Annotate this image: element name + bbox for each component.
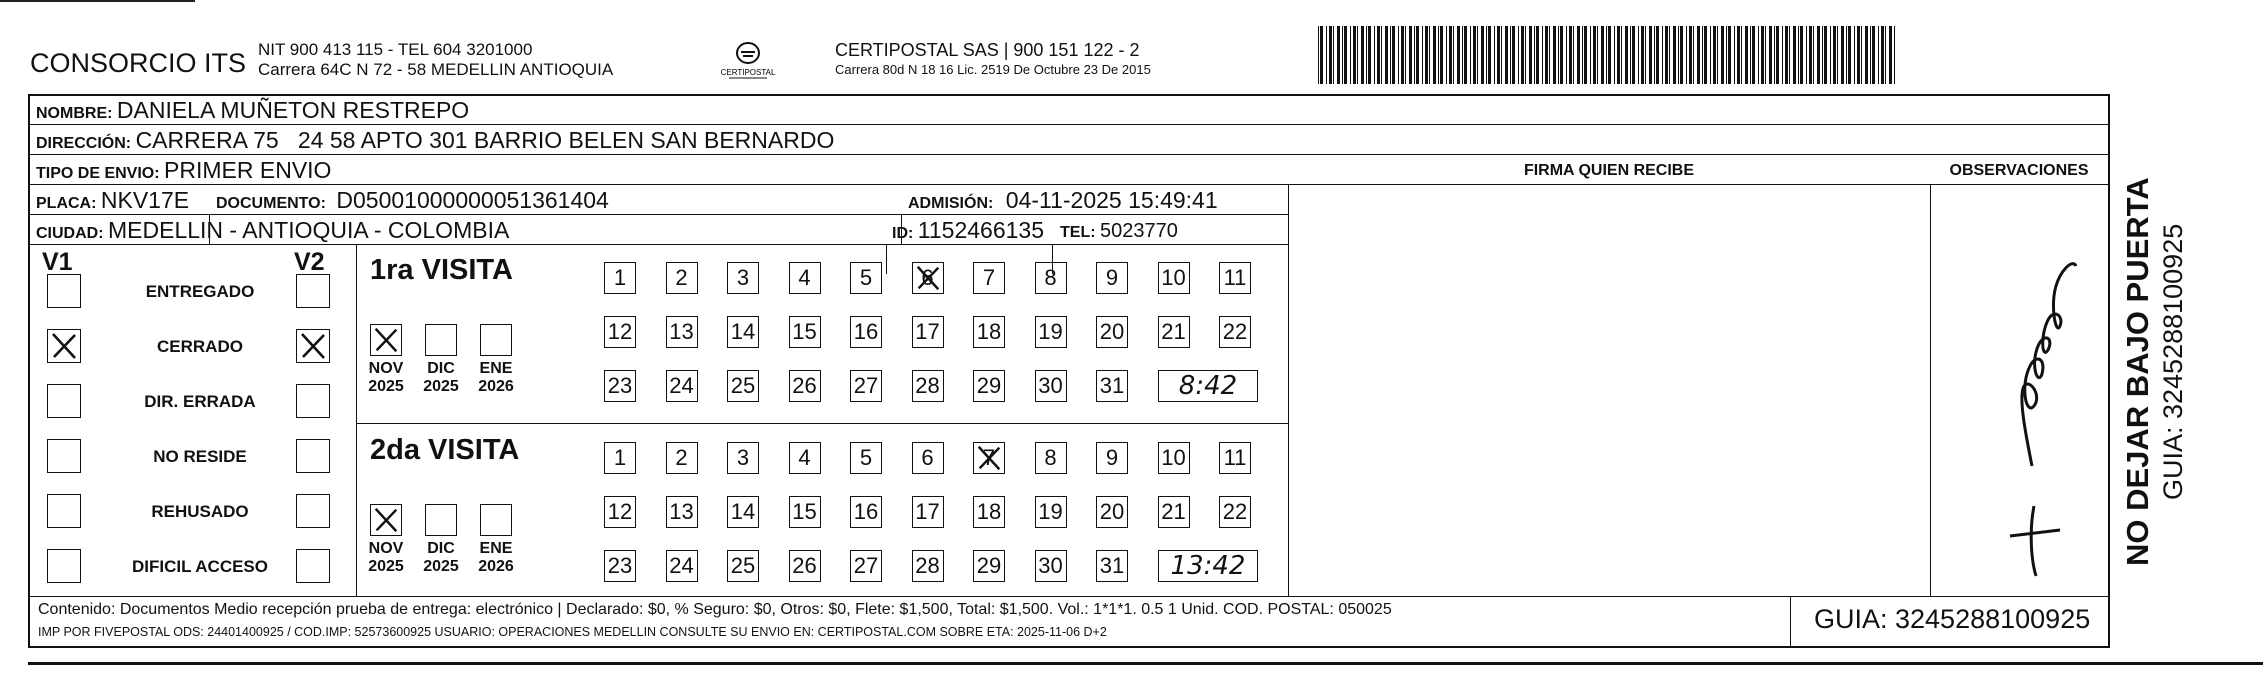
day-number: 24 (669, 553, 694, 578)
day-number: 28 (915, 553, 940, 578)
day-box[interactable] (727, 262, 759, 294)
admision-value: 04-11-2025 15:49:41 (1005, 187, 1218, 213)
status-label: DIFICIL ACCESO (131, 557, 268, 576)
courier-license: Carrera 80d N 18 16 Lic. 2519 De Octubre 23 De 2015 (835, 62, 1151, 77)
day-box[interactable] (1096, 316, 1128, 348)
day-number: 5 (859, 265, 873, 290)
day-number: 7 (982, 265, 996, 290)
month-checkbox[interactable] (480, 504, 512, 536)
day-number: 18 (976, 319, 1002, 344)
day-number: 7 (982, 445, 996, 470)
visit-title: 2da VISITA (370, 434, 520, 466)
status-label: ENTREGADO (145, 282, 255, 301)
day-box[interactable] (1096, 370, 1128, 402)
visit-time-handwritten: 13:42 (1170, 551, 1246, 581)
documento-label: DOCUMENTO: (216, 195, 326, 212)
day-box[interactable] (850, 370, 882, 402)
top-rule (0, 0, 195, 2)
visit-title: 1ra VISITA (370, 254, 513, 286)
day-box[interactable] (850, 442, 882, 474)
day-number: 8 (1044, 265, 1057, 290)
day-box[interactable] (604, 550, 636, 582)
day-number: 19 (1038, 319, 1063, 344)
day-box[interactable] (1219, 442, 1251, 474)
day-box[interactable] (912, 496, 944, 528)
day-box[interactable] (1035, 496, 1067, 528)
day-box[interactable] (604, 370, 636, 402)
day-number: 31 (1099, 373, 1125, 398)
firma-header: FIRMA QUIEN RECIBE (1523, 162, 1695, 179)
day-number: 26 (792, 373, 817, 398)
day-box[interactable] (1096, 262, 1128, 294)
day-box[interactable] (727, 316, 759, 348)
tel-field (1060, 220, 1178, 243)
day-number: 12 (607, 499, 633, 524)
day-box[interactable] (1035, 316, 1067, 348)
month-label: ENE 2026 (470, 360, 522, 396)
day-box[interactable] (666, 550, 698, 582)
day-box[interactable] (1219, 496, 1251, 528)
admision-label: ADMISIÓN: (908, 195, 994, 212)
check-x-icon (974, 443, 1004, 473)
direccion-value: CARRERA 75 24 58 APTO 301 BARRIO BELEN SAN BERNARDO (135, 127, 835, 153)
tel-value: 5023770 (1100, 220, 1178, 242)
status-v2-checkbox[interactable] (296, 494, 330, 528)
day-box[interactable] (1158, 262, 1190, 294)
month-label: NOV 2025 (360, 360, 412, 396)
v1-header: V1 (42, 248, 73, 276)
placa-field (36, 187, 189, 214)
day-number: 9 (1105, 265, 1119, 290)
admision-field (908, 187, 1218, 214)
day-number: 5 (859, 445, 873, 470)
day-number: 11 (1223, 445, 1247, 470)
direccion-row (36, 127, 834, 154)
day-box[interactable] (604, 316, 636, 348)
day-number: 27 (853, 553, 879, 578)
day-number: 8 (1044, 445, 1057, 470)
month-year: 2026 (478, 378, 514, 395)
day-box[interactable] (973, 550, 1005, 582)
day-number: 20 (1099, 319, 1125, 344)
day-number: 1 (613, 265, 627, 290)
placa-label: PLACA: (36, 195, 97, 212)
month-year: 2025 (368, 558, 404, 575)
day-number: 6 (921, 265, 934, 290)
day-box[interactable] (973, 442, 1005, 474)
day-number: 4 (798, 445, 811, 470)
day-box[interactable] (912, 550, 944, 582)
nombre-label: NOMBRE: (36, 105, 113, 122)
day-box[interactable] (912, 442, 944, 474)
day-box[interactable] (1035, 370, 1067, 402)
day-number: 31 (1099, 553, 1125, 578)
footer-guia: GUIA: 3245288100925 (1814, 604, 2091, 634)
nombre-value: DANIELA MUÑETON RESTREPO (116, 97, 470, 123)
day-number: 27 (853, 373, 879, 398)
day-number: 2 (675, 445, 688, 470)
day-box[interactable] (912, 370, 944, 402)
courier-info (835, 40, 1151, 80)
month-label: DIC 2025 (415, 540, 467, 576)
status-v2-checkbox[interactable] (296, 274, 330, 308)
ciudad-label: CIUDAD: (36, 225, 104, 242)
day-number: 30 (1038, 553, 1063, 578)
day-number: 14 (730, 499, 756, 524)
day-box[interactable] (973, 496, 1005, 528)
delivery-form (28, 94, 2110, 648)
month-checkbox[interactable] (370, 324, 402, 356)
day-number: 20 (1099, 499, 1125, 524)
day-number: 23 (607, 373, 633, 398)
day-box[interactable] (727, 550, 759, 582)
day-box[interactable] (604, 496, 636, 528)
day-number: 25 (730, 553, 756, 578)
day-number: 15 (792, 319, 817, 344)
day-number: 15 (792, 499, 817, 524)
day-number: 16 (853, 319, 879, 344)
day-number: 13 (669, 319, 694, 344)
day-box[interactable] (1219, 262, 1251, 294)
day-box[interactable] (850, 550, 882, 582)
day-number: 26 (792, 553, 817, 578)
status-v1-checkbox[interactable] (47, 384, 81, 418)
day-box[interactable] (1035, 550, 1067, 582)
day-number: 3 (736, 445, 750, 470)
status-v1-checkbox[interactable] (47, 549, 81, 583)
direccion-label: DIRECCIÓN: (36, 135, 132, 152)
status-v2-checkbox[interactable] (296, 329, 330, 363)
check-x-icon (371, 325, 401, 355)
documento-value: D05001000000051361404 (336, 187, 609, 213)
day-box[interactable] (973, 370, 1005, 402)
status-v2-checkbox[interactable] (296, 549, 330, 583)
day-box[interactable] (1158, 316, 1190, 348)
day-box[interactable] (727, 370, 759, 402)
tel-label: TEL: (1060, 224, 1096, 241)
day-box[interactable] (1096, 496, 1128, 528)
footer-impresion: IMP POR FIVEPOSTAL ODS: 24401400925 / COD.IMP: 52573600925 USUARIO: OPERACIONES MEDELLIN CONSULTE SU ENVIO EN: CERTIPOSTAL.COM SOBRE ETA: 2025-11-06 D+2 (38, 625, 1107, 639)
day-box[interactable] (789, 442, 821, 474)
status-v2-checkbox[interactable] (296, 439, 330, 473)
check-x-icon (371, 505, 401, 535)
day-box[interactable] (850, 262, 882, 294)
month-checkbox[interactable] (480, 324, 512, 356)
day-box[interactable] (789, 370, 821, 402)
company-info (258, 40, 613, 80)
status-v1-checkbox[interactable] (47, 439, 81, 473)
status-label: NO RESIDE (153, 447, 247, 466)
day-number: 13 (669, 499, 694, 524)
visit-time-handwritten: 8:42 (1178, 371, 1238, 401)
day-box[interactable] (1158, 442, 1190, 474)
month-year: 2025 (423, 558, 459, 575)
day-number: 30 (1038, 373, 1063, 398)
day-number: 22 (1222, 499, 1248, 524)
day-box[interactable] (666, 316, 698, 348)
day-number: 19 (1038, 499, 1063, 524)
day-box[interactable] (604, 442, 636, 474)
ciudad-field (36, 217, 509, 244)
month-checkbox[interactable] (425, 504, 457, 536)
check-x-icon (913, 263, 943, 293)
bottom-rule (28, 662, 2263, 665)
day-box[interactable] (666, 442, 698, 474)
tipo-label: TIPO DE ENVIO: (36, 165, 160, 182)
day-number: 10 (1161, 445, 1186, 470)
month-label: NOV 2025 (360, 540, 412, 576)
day-box[interactable] (912, 316, 944, 348)
day-number: 3 (736, 265, 750, 290)
id-value: 1152466135 (917, 217, 1044, 243)
month-year: 2026 (478, 558, 514, 575)
day-box[interactable] (1096, 550, 1128, 582)
month-label: ENE 2026 (470, 540, 522, 576)
day-box[interactable] (1035, 262, 1067, 294)
day-box[interactable] (789, 550, 821, 582)
day-number: 11 (1223, 265, 1247, 290)
day-number: 9 (1105, 445, 1119, 470)
day-number: 2 (675, 265, 688, 290)
barcode (1318, 26, 1896, 84)
day-number: 24 (669, 373, 694, 398)
placa-value: NKV17E (100, 187, 190, 213)
day-box[interactable] (850, 496, 882, 528)
month-checkbox[interactable] (370, 504, 402, 536)
company-address: Carrera 64C N 72 - 58 MEDELLIN ANTIOQUIA (258, 60, 614, 79)
day-number: 21 (1161, 499, 1186, 524)
status-label: CERRADO (157, 337, 243, 356)
certipostal-logo-icon (720, 36, 776, 82)
day-box[interactable] (789, 262, 821, 294)
day-number: 18 (976, 499, 1002, 524)
id-label: ID: (892, 225, 914, 242)
month-label: DIC 2025 (415, 360, 467, 396)
month-year: 2025 (423, 378, 459, 395)
day-box[interactable] (1219, 316, 1251, 348)
nombre-row (36, 97, 469, 124)
courier-name: CERTIPOSTAL SAS | 900 151 122 - 2 (835, 40, 1140, 60)
check-x-icon (297, 330, 329, 362)
day-number: 23 (607, 553, 633, 578)
day-number: 29 (976, 373, 1002, 398)
day-number: 16 (853, 499, 879, 524)
day-number: 25 (730, 373, 756, 398)
id-field (892, 217, 1044, 244)
status-v2-checkbox[interactable] (296, 384, 330, 418)
day-box[interactable] (727, 496, 759, 528)
day-number: 10 (1161, 265, 1186, 290)
day-box[interactable] (604, 262, 636, 294)
day-box[interactable] (1158, 496, 1190, 528)
day-box[interactable] (789, 496, 821, 528)
visit-time-box[interactable] (1158, 370, 1258, 402)
visit-time-box[interactable] (1158, 550, 1258, 582)
month-checkbox[interactable] (425, 324, 457, 356)
day-box[interactable] (912, 262, 944, 294)
company-nit: NIT 900 413 115 - TEL 604 3201000 (258, 40, 533, 59)
status-v1-checkbox[interactable] (47, 274, 81, 308)
day-box[interactable] (666, 496, 698, 528)
observaciones-header: OBSERVACIONES (1949, 162, 2089, 179)
footer-contenido: Contenido: Documentos Medio recepción prueba de entrega: electrónico | Declarado: $0, % Seguro: $0, Otros: $0, Flete: $1,500, Total: $1,500. Vol.: 1*1*1. 0.5 1 Unid. COD. POSTAL: 050025 (38, 601, 1392, 618)
status-label: REHUSADO (151, 502, 249, 521)
day-box[interactable] (1035, 442, 1067, 474)
logo-text: CERTIPOSTAL (720, 68, 776, 77)
day-number: 6 (921, 445, 934, 470)
day-number: 12 (607, 319, 633, 344)
day-box[interactable] (789, 316, 821, 348)
day-box[interactable] (850, 316, 882, 348)
day-number: 22 (1222, 319, 1248, 344)
v2-header: V2 (294, 248, 325, 276)
day-box[interactable] (973, 262, 1005, 294)
day-number: 29 (976, 553, 1002, 578)
documento-field (216, 187, 609, 214)
status-v1-checkbox[interactable] (47, 494, 81, 528)
day-number: 21 (1161, 319, 1186, 344)
observaciones-handwriting (1930, 246, 2108, 594)
day-box[interactable] (1096, 442, 1128, 474)
guia-vertical: GUIA: 3245288100925 (2158, 223, 2188, 500)
day-number: 4 (798, 265, 811, 290)
day-box[interactable] (666, 262, 698, 294)
no-dejar-bajo-puerta: NO DEJAR BAJO PUERTA (2120, 177, 2155, 566)
status-label: DIR. ERRADA (144, 392, 256, 411)
day-box[interactable] (727, 442, 759, 474)
month-year: 2025 (368, 378, 404, 395)
check-x-icon (48, 330, 80, 362)
tipo-value: PRIMER ENVIO (164, 157, 332, 183)
tipo-row (36, 157, 331, 184)
ciudad-value: MEDELLIN - ANTIOQUIA - COLOMBIA (108, 217, 510, 243)
day-number: 17 (915, 499, 940, 524)
day-box[interactable] (666, 370, 698, 402)
day-number: 14 (730, 319, 756, 344)
day-box[interactable] (973, 316, 1005, 348)
day-number: 1 (613, 445, 627, 470)
status-v1-checkbox[interactable] (47, 329, 81, 363)
day-number: 17 (915, 319, 940, 344)
day-number: 28 (915, 373, 940, 398)
company-name: CONSORCIO ITS (30, 48, 247, 78)
